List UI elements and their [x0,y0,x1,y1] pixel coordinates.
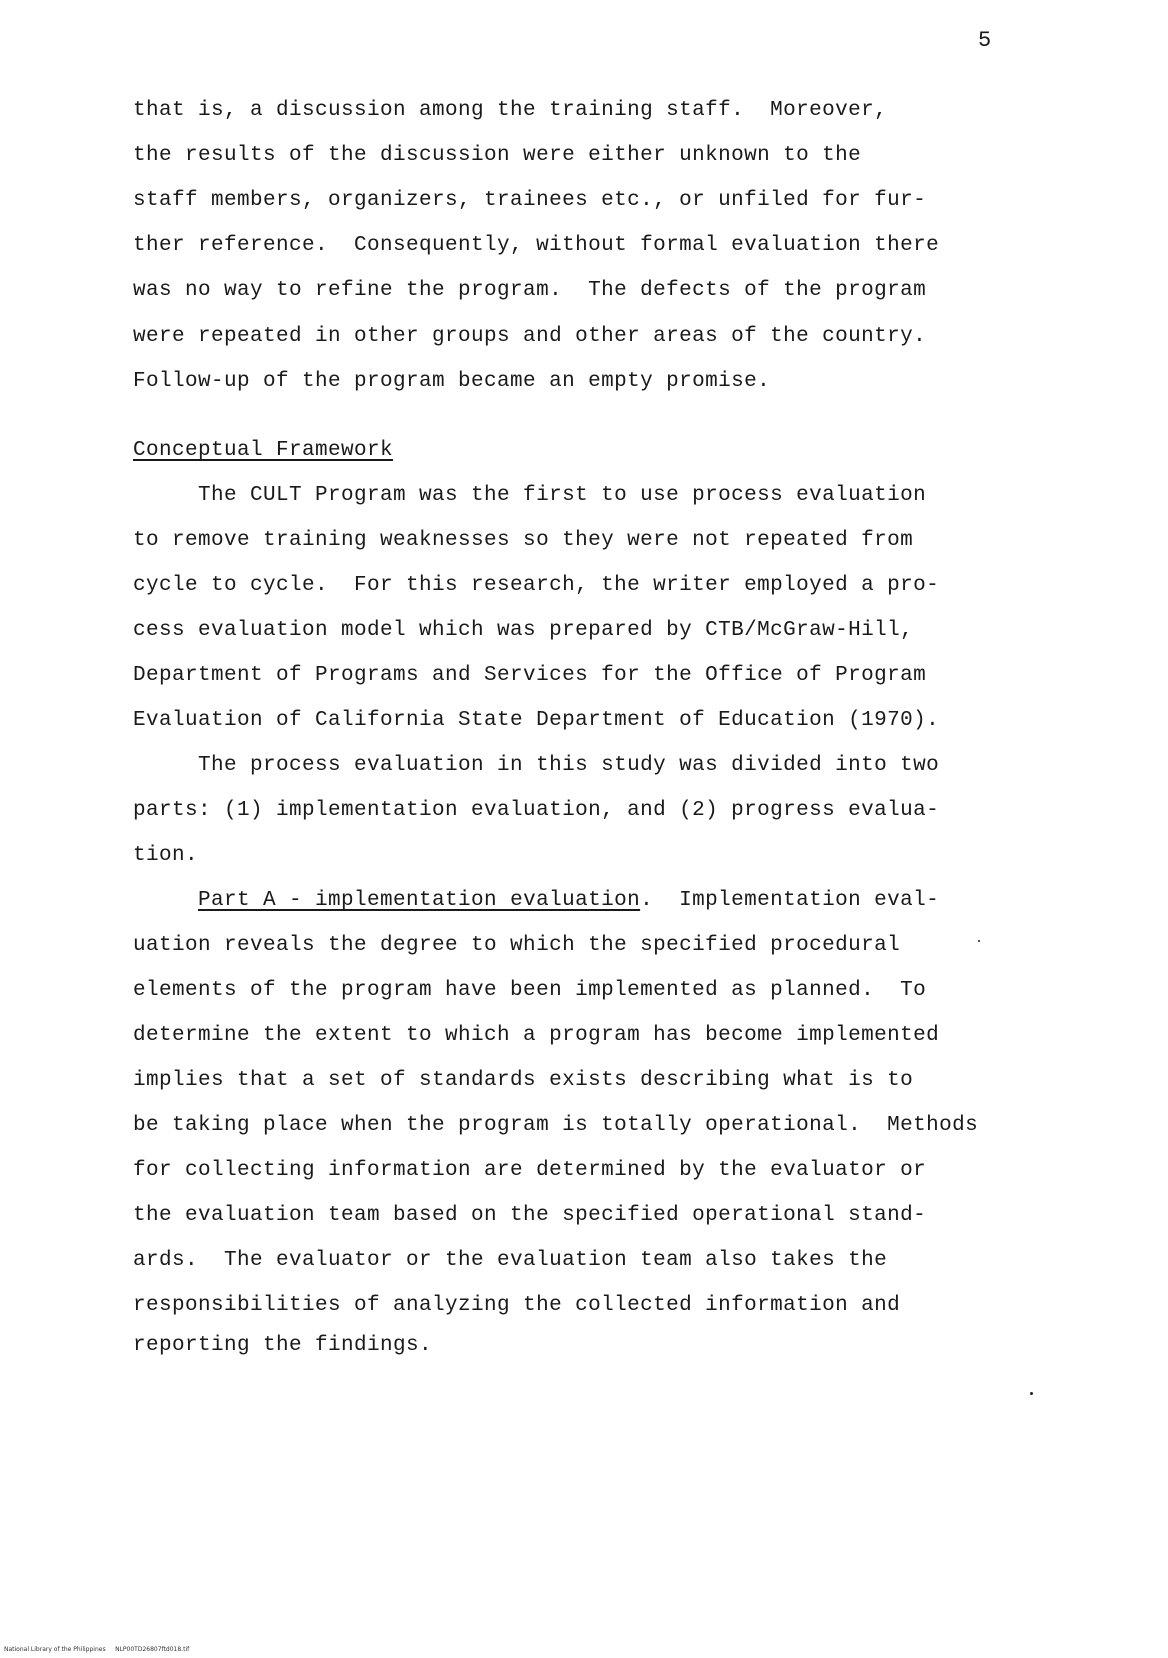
paragraph-line: tion. [133,844,199,867]
first-line-rest: . Implementation eval- [640,889,940,912]
paragraph-line: for collecting information are determined by the evaluator or [133,1159,927,1182]
paragraph-line: the results of the discussion were either unknown to the [133,144,862,167]
paragraph-line: Follow-up of the program became an empty promise. [133,370,771,393]
section-heading: Conceptual Framework [133,439,394,462]
paragraph-line: were repeated in other groups and other areas of the country. [133,325,927,348]
paragraph-line: ards. The evaluator or the evaluation team also takes the [133,1249,888,1272]
page-number: 5 [978,28,992,53]
paragraph-line: was no way to refine the program. The defects of the program [133,279,927,302]
scan-speck [1030,1392,1033,1395]
paragraph-line: staff members, organizers, trainees etc., or unfiled for fur- [133,189,927,212]
paragraph-line: determine the extent to which a program has become implemented [133,1024,940,1047]
scan-speck [978,940,980,942]
paragraph-line: ther reference. Consequently, without formal evaluation there [133,234,940,257]
paragraph-line: The process evaluation in this study was divided into two [133,754,940,777]
paragraph-line: Evaluation of California State Department of Education (1970). [133,709,940,732]
paragraph-line: responsibilities of analyzing the collected information and [133,1294,901,1317]
paragraph-line: The CULT Program was the first to use process evaluation [133,484,927,507]
scan-footer: National Library of the Philippines NLP00TD26807ftd018.tif [4,1646,190,1653]
paragraph-line: that is, a discussion among the training staff. Moreover, [133,99,888,122]
paragraph-line: Department of Programs and Services for the Office of Program [133,664,927,687]
paragraph-line: uation reveals the degree to which the specified procedural [133,934,901,957]
paragraph-line: elements of the program have been implemented as planned. To [133,979,927,1002]
paragraph-line: be taking place when the program is totally operational. Methods [133,1114,979,1137]
paragraph-line: cycle to cycle. For this research, the writer employed a pro- [133,574,940,597]
paragraph-line: cess evaluation model which was prepared by CTB/McGraw-Hill, [133,619,914,642]
paragraph-line: the evaluation team based on the specified operational stand- [133,1204,927,1227]
paragraph-line: parts: (1) implementation evaluation, and (2) progress evalua- [133,799,940,822]
paragraph-line: reporting the findings. [133,1334,433,1357]
paragraph-line: implies that a set of standards exists describing what is to [133,1069,914,1092]
paragraph-first-line [133,888,939,914]
run-in-heading: Part A - implementation evaluation [198,889,641,912]
paragraph-line: to remove training weaknesses so they were not repeated from [133,529,914,552]
